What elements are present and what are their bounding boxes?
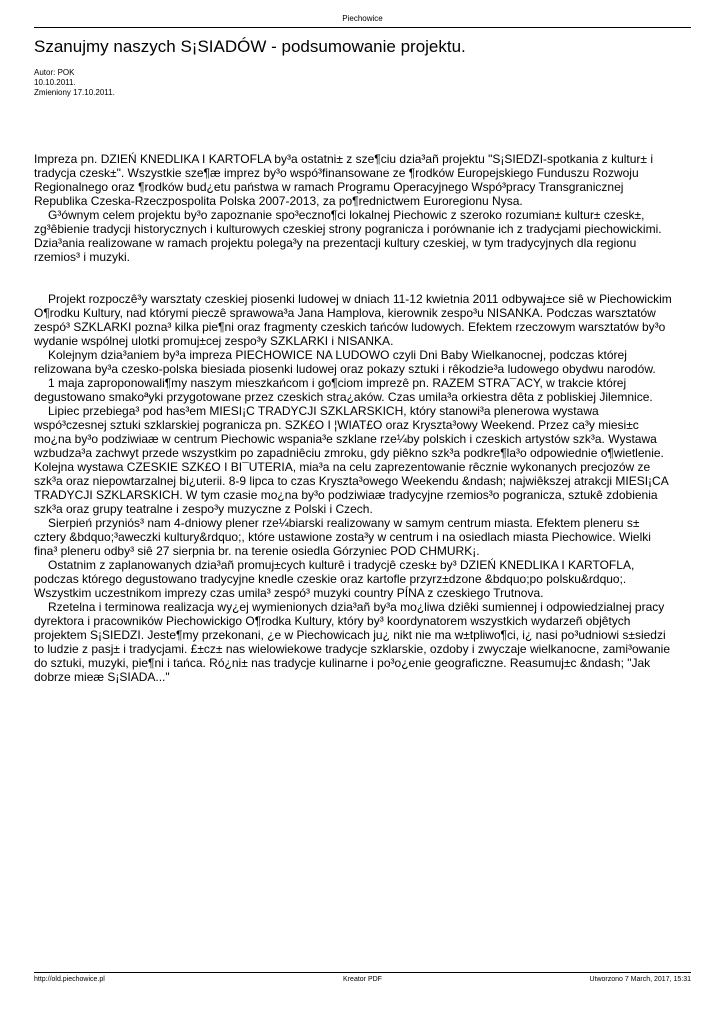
article-meta	[34, 68, 115, 98]
intro-paragraph: Impreza pn. DZIEŃ KNEDLIKA I KARTOFLA by³a ostatni± z sze¶ciu dzia³añ projektu "S¡SIEDZI-spotkania z kultur± i tradycja czesk±". Wszystkie sze¶æ imprez by³o wspó³finansowane ze ¶rodków Europejskiego Funduszu Rozwoju Regionalnego oraz ¶rodków bud¿etu państwa w ramach Programu Operacyjnego Wspó³pracy Transgranicznej Republika Czeska-Rzeczpospolita Polska 2007-2013, za po¶rednictwem Euroregionu Nysa.	[34, 152, 654, 208]
story-paragraph: Projekt rozpoczê³y warsztaty czeskiej piosenki ludowej w dniach 11-12 kwietnia 2011 odbywaj±ce siê w Piechowickim O¶rodku Kultury, nad którymi pieczê sprawowa³a Jana Hamplova, kierownik zespo³u NISANKA. Podczas warsztatów zespó³ SZKLARKI pozna³ kilka pie¶ni oraz fragmenty czeskich tańców ludowych. Efektem rzeczowym warsztatów by³o wydanie wspólnej ulotki promuj±cej zespo³y SZKLARKI i NISANKA.	[34, 292, 672, 348]
author-line: Autor: POK	[34, 68, 75, 77]
story-paragraph: Kolejnym dzia³aniem by³a impreza PIECHOWICE NA LUDOWO czyli Dni Baby Wielkanocnej, podczas której relizowana by³a czesko-polska biesiada piosenki ludowej oraz pokazy sztuki i rêkodzie³a ludowego obydwu narodów.	[34, 348, 656, 376]
footer-divider	[34, 972, 691, 973]
article-title: Szanujmy naszych S¡SIADÓW - podsumowanie projektu.	[34, 37, 466, 56]
header-divider	[34, 27, 691, 28]
story-paragraph: Rzetelna i terminowa realizacja wy¿ej wymienionych dzia³añ by³a mo¿liwa dziêki sumiennej i odpowiedzialnej pracy dyrektora i pracowników Piechowickigo O¶rodka Kultury, który by³ koordynatorem wszystkich wydarzeñ objêtych projektem S¡SIEDZI. Jeste¶my przekonani, ¿e w Piechowicach ju¿ nikt nie ma w±tpliwo¶ci, i¿ nasi po³udniowi s±siedzi to ludzie z pasj± i tradycjami. £±cz± nas wielowiekowe tradycje szklarskie, ozdoby i zwyczaje wielkanocne, zami³owanie do sztuki, muzyki, pie¶ni i tańca. Ró¿ni± nas tradycje kulinarne i po³o¿enie geograficzne. Reasumuj±c &ndash; "Jak dobrze mieæ S¡SIADA..."	[34, 600, 671, 684]
story-paragraph: 1 maja zaproponowali¶my naszym mieszkańcom i go¶ciom imprezê pn. RAZEM STRA¯ACY, w trakcie której degustowano smakoªyki przygotowane przez czeskich stra¿aków. Czas umila³a orkiestra dêta z pobliskiej Jilemnice.	[34, 376, 653, 404]
page-header: Piechowice	[342, 14, 383, 23]
story-section	[34, 292, 674, 684]
intro-paragraph: G³ównym celem projektu by³o zapoznanie spo³eczno¶ci lokalnej Piechowic z szeroko rozumian± kultur± czesk±, zg³êbienie tradycji historycznych i kulturowych czeskiej strony pogranicza i porównanie ich z tradycjami piechowickimi. Dzia³ania realizowane w ramach projektu polega³y na prezentacji kultury czeskiej, w tym tradycyjnych dla regionu rzemios³ i muzyki.	[34, 208, 662, 264]
story-paragraph: Sierpień przyniós³ nam 4-dniowy plener rze¼biarski realizowany w samym centrum miasta. Efektem pleneru s± cztery &bdquo;³aweczki kultury&rdquo;, które ustawione zosta³y w centrum i na osiedlach miasta Piechowice. Wielki fina³ pleneru odby³ siê 27 sierpnia br. na terenie osiedla Górzyniec POD CHMURK¡.	[34, 516, 651, 558]
footer-url: http://old.piechowice.pl	[34, 976, 105, 983]
date-line: 10.10.2011.	[34, 78, 76, 87]
footer-created: Utworzono 7 March, 2017, 15:31	[589, 976, 691, 983]
intro-section	[34, 152, 674, 264]
modified-line: Zmieniony 17.10.2011.	[34, 88, 115, 97]
story-paragraph: Lipiec przebiega³ pod has³em MIESI¡C TRADYCJI SZKLARSKICH, który stanowi³a plenerowa wystawa wspó³czesnej sztuki szklarskiej pogranicza pn. SZK£O I ¦WIAT£O oraz Kryszta³owy Weekend. Przez ca³y miesi±c mo¿na by³o podziwiaæ w centrum Piechowic wspania³e szklane rze¼by polskich i czeskich artystów szk³a. Wystawa wzbudza³a zachwyt przede wszystkim po zapadniêciu zmroku, gdy piêkno szk³a podkre¶la³o odpowiednie o¶wietlenie. Kolejna wystawa CZESKIE SZK£O I BI¯UTERIA, mia³a na celu zaprezentowanie rêcznie wykonanych precjozów ze szk³a oraz niepowtarzalnej bi¿uterii. 8-9 lipca to czas Kryszta³owego Weekendu &ndash; najwiêkszej atrakcji MIESI¡CA TRADYCJI SZKLARSKICH. W tym czasie mo¿na by³o podziwiaæ tradycyjne rzemios³o pogranicza, sztukê zdobienia szk³a oraz grupy teatralne i zespo³y muzyczne z Polski i Czech.	[34, 404, 669, 516]
story-paragraph: Ostatnim z zaplanowanych dzia³añ promuj±cych kulturê i tradycjê czesk± by³ DZIEŃ KNEDLIKA I KARTOFLA, podczas którego degustowano tradycyjne knedle czeskie oraz kartofle przyrz±dzone &bdquo;po polsku&rdquo;. Wszystkim uczestnikom imprezy czas umila³ zespó³ muzyki country PÍNA z czeskiego Trutnova.	[34, 558, 635, 600]
footer-generator: Kreator PDF	[343, 976, 382, 983]
page-footer	[34, 976, 691, 986]
